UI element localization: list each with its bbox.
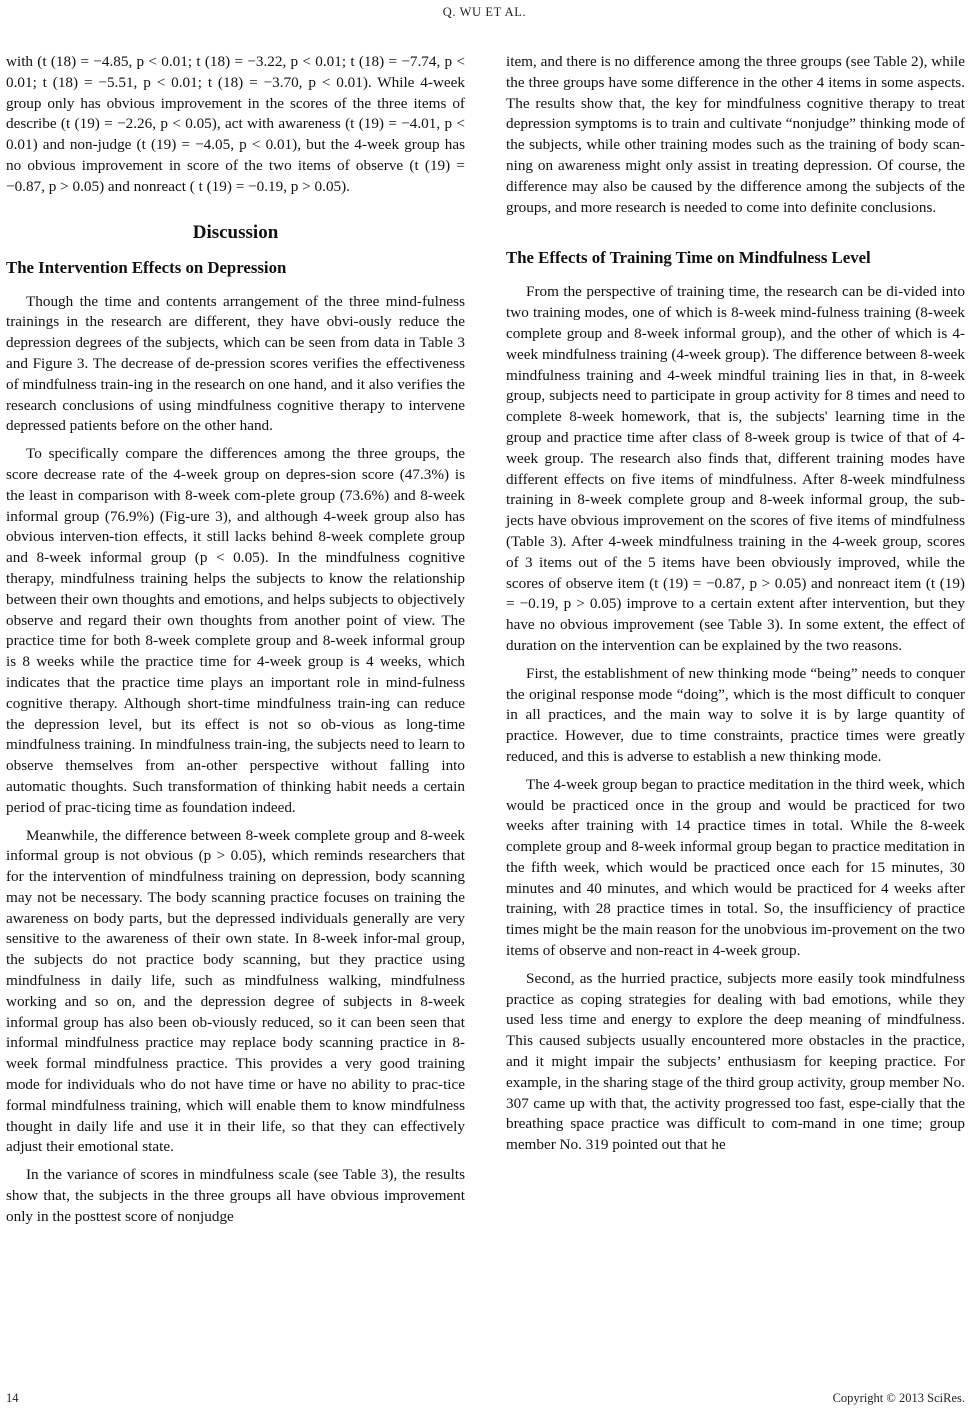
- paragraph: In the variance of scores in mindfulness scale (see Table 3), the results show that, the subjects in the three groups all have obvious improvement only in the posttest score of nonjudge: [6, 1166, 465, 1225]
- paragraph: To specifically compare the differences among the three groups, the score decrease rate of the 4-week group on depres-sion score (47.3%) is the least in comparison with 8-week com-plete group (73.6%) and 8-week informal group (76.9%) (Fig-ure 3), and although 4-week group also has obvious interven-tion effects, it still lacks behind 8-week complete group and 8-week informal group (p < 0.05). In the mindfulness cognitive therapy, mindfulness training helps the subjects to know the relationship between their own thoughts and emotions, and helps subjects to objectively observe and regard their own thoughts from another point of view. The practice time for both 8-week complete group and 8-week informal group is 8 weeks while the practice time for 4-week group is 4 weeks, which indicates that the practice time plays an important role in mind-fulness cognitive therapy. Although short-time mindfulness train-ing can reduce the depression level, but its effect is not so ob-vious as long-time mindfulness training. In mindfulness train-ing, the subjects need to learn to observe themselves from an-other perspective without falling into automatic thoughts. Such transformation of thinking habit needs a certain period of prac-ticing time as foundation indeed.: [6, 445, 465, 816]
- copyright-notice: Copyright © 2013 SciRes.: [832, 1391, 965, 1405]
- section-heading-discussion: Discussion: [192, 221, 279, 243]
- paragraph: The 4-week group began to practice meditation in the third week, which would be practiced once in the group and would be practiced for two weeks after training with 14 practice times in total. While the 8-week complete group and 8-week informal group began to practice meditation in the fifth week, which would be practiced once each for 15 minutes, 30 minutes and 40 minutes, and which would be practiced for 4 weeks after training, with 28 practice times in total. So, the insufficiency of practice times might be the main reason for the unobvious im-provement on the two items of observe and non-react in 4-week group.: [506, 775, 965, 960]
- left-column: [6, 52, 465, 1228]
- results-paragraph-end: with (t (18) = −4.85, p < 0.01; t (18) = −3.22, p < 0.01; t (18) = −7.74, p < 0.01; t (18) = −5.51, p < 0.01; t (18) = −3.70, p < 0.01). While 4-week group only has obvious improvement in the scores of the three items of describe (t (19) = −2.26, p < 0.05), act with awareness (t (19) = −4.01, p < 0.01) and non-judge (t (19) = −4.05, p < 0.01), but the 4-week group has no obvious improvement in score of the two items of observe (t (19) = −0.87, p > 0.05) and nonreact ( t (19) = −0.19, p > 0.05).: [6, 53, 465, 195]
- paragraph: Second, as the hurried practice, subjects more easily took mindfulness practice as coping strategies for dealing with bad emotions, while they used less time and energy to explore the deep meaning of mindfulness. This caused subjects usually encountered more obstacles in the practice, and it might impair the subjects’ enthusiasm for keeping practice. For example, in the sharing stage of the third group activity, group member No. 307 came up with that, the activity progressed too fast, espe-cially that the breathing space practice was difficult to com-mand in one time; group member No. 319 pointed out that he: [506, 969, 965, 1154]
- running-head: Q. WU ET AL.: [442, 5, 527, 19]
- subheading-intervention-effects: The Intervention Effects on Depression: [6, 257, 287, 277]
- paragraph: From the perspective of training time, the research can be di-vided into two training modes, one of which is 8-week mind-fulness training (8-week complete group and 8-week informal group), and the other of which is 4-week mindfulness training (4-week group). The difference between 8-week mindfulness training and 4-week mindful training lies in that, in 8-week group, subjects need to participate in group activity for 8 times and need to complete 8-week homework, that is, the subjects' learning time in the group and practice time after class of 8-week group is twice of that of 4-week group. The research also finds that, different training modes have different effects on five items of mindfulness. After 8-week mindfulness training in 8-week complete group and 8-week informal group, the sub-jects have obvious improvement on the scores of five items of mindfulness (Table 3). After 4-week mindfulness training in the 4-week group, scores of 3 items out of the 5 items have been obviously improved, while the scores of observe item (t (19) = −0.87, p > 0.05) and nonreact item (t (19) = −0.19, p > 0.05) improve to a certain extent after intervention, but they have no obvious improvement (see Table 3). In some extent, the effect of duration on the intervention can be explained by the two reasons.: [506, 283, 965, 654]
- paragraph: First, the establishment of new thinking mode “being” needs to conquer the original response mode “doing”, which is the most difficult to conquer in all practices, and the main way to solve it is by large quantity of practice. However, due to time constraints, practice times were greatly reduced, and this is adverse to establish a new thinking mode.: [506, 664, 965, 765]
- paragraph: Meanwhile, the difference between 8-week complete group and 8-week informal group is not obvious (p > 0.05), which reminds researchers that for the intervention of mindfulness training on depression, body scanning may not be necessary. The body scanning practice focuses on training the awareness on body parts, but the depressed individuals generally are very sensitive to the awareness of their own state. In 8-week infor-mal group, the subjects do not practice body scanning, but they practice using mindfulness in daily life, such as mindfulness walking, mindfulness working and so on, and the depression degree of subjects in 8-week informal group has also been ob-viously reduced, so it can been seen that informal mindfulness practice may replace body scanning practice in 8-week formal mindfulness practice. This provides a very good training mode for individuals who do not have time or have no ability to prac-tice formal mindfulness training, which will enable them to know mindfulness thought in daily life and use it in their life, so that they can effectively adjust their emotional state.: [6, 826, 465, 1156]
- subheading-training-time: The Effects of Training Time on Mindfulness Level: [506, 248, 871, 268]
- page-number: 14: [6, 1391, 19, 1405]
- right-column: [506, 52, 965, 1156]
- paragraph: Though the time and contents arrangement of the three mind-fulness trainings in the research are different, they have obvi-ously reduce the depression degrees of the subjects, which can be seen from data in Table 3 and Figure 3. The decrease of de-pression scores verifies the effectiveness of mindfulness train-ing in the research on one hand, and it also verifies the research conclusions of using mindfulness cognitive therapy to intervene depressed patients before on the other hand.: [6, 292, 465, 435]
- paragraph-continued: item, and there is no difference among the three groups (see Table 2), while the three groups have some difference in the other 4 items in some aspects. The results show that, the key for mindfulness cognitive therapy to treat depression symptoms is to train and cultivate “nonjudge” thinking mode of the subjects, while other training modes such as the training of body scan-ning on awareness might only assist in treating depression. Of course, the difference may also be caused by the difference among the subjects of the groups, and more research is needed to come into definite conclusions.: [506, 53, 965, 216]
